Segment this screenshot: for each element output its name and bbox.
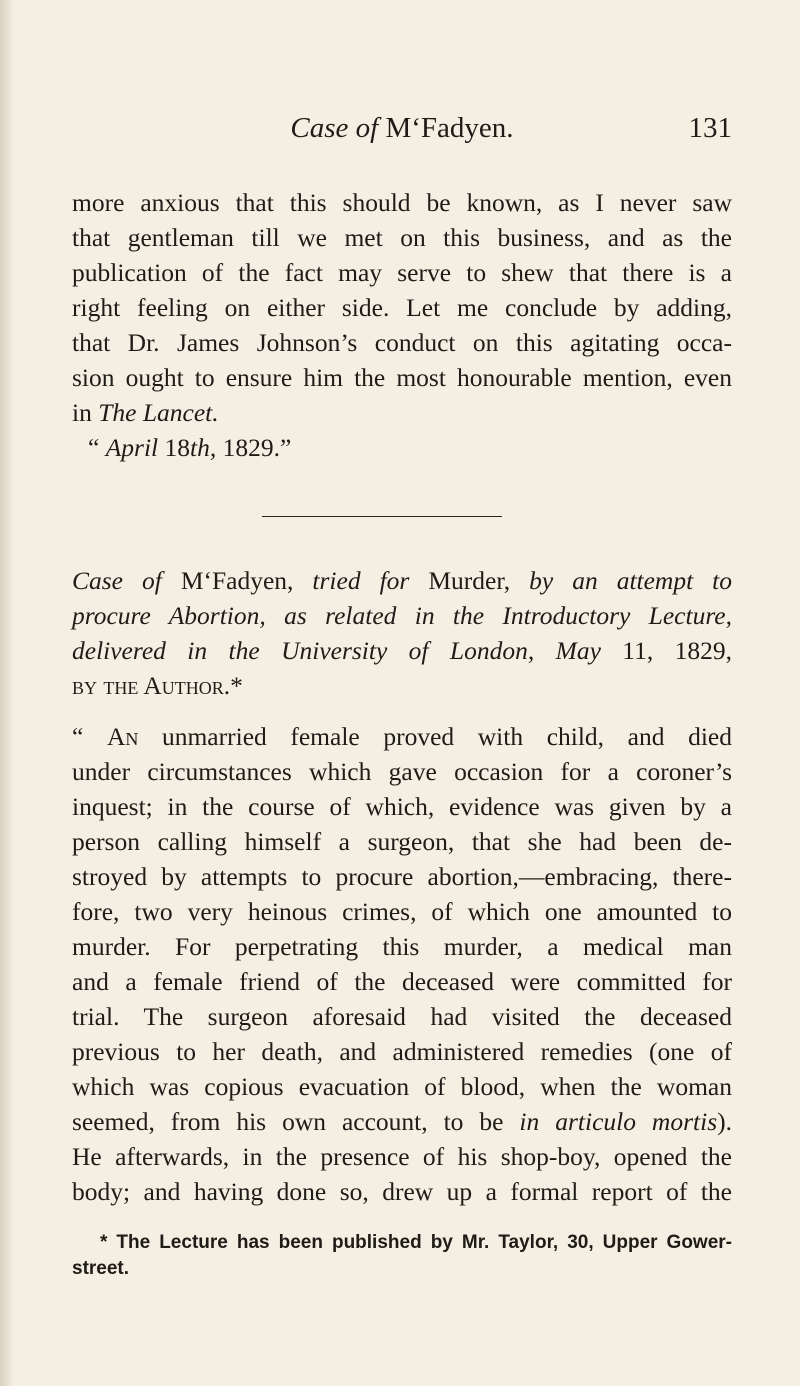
- heading-tried: tried: [312, 566, 361, 595]
- letter-date: [88, 433, 748, 463]
- body-an: An: [106, 722, 139, 751]
- heading-for: for: [360, 566, 410, 595]
- in-word: in: [72, 398, 99, 427]
- page-gutter-shadow: [0, 0, 14, 1386]
- body-line: and a female friend of the deceased were committed for: [72, 967, 732, 996]
- text-line: sion ought to ensure him the most honourable mention, even: [72, 363, 732, 392]
- date-day: 18: [158, 433, 190, 462]
- running-head-case: Case: [290, 112, 349, 144]
- heading-delivered: delivered in the University of London, May: [72, 636, 601, 665]
- body-line: murder. For perpetrating this murder, a medical man: [72, 932, 732, 961]
- section-divider: [262, 516, 502, 517]
- text-line: that Dr. James Johnson’s conduct on this agitating occa-: [72, 328, 732, 357]
- footnote-line: * The Lecture has been published by Mr. Taylor, 30, Upper Gower-: [100, 1232, 732, 1253]
- quote-open: “: [72, 722, 107, 751]
- body-line: body; and having done so, drew up a formal report of the: [72, 1177, 732, 1206]
- heading-author: Author.*: [143, 671, 243, 700]
- body-line-start: seemed, from his own account, to be: [72, 1107, 520, 1136]
- text-line: right feeling on either side. Let me conclude by adding,: [72, 293, 732, 322]
- footnote-line: street.: [72, 1258, 130, 1279]
- body-first-line: [72, 722, 732, 752]
- latin-phrase: in articulo mortis: [519, 1107, 718, 1136]
- heading-line: procure Abortion, as related in the Introductory Lecture,: [72, 601, 732, 630]
- body-line: previous to her death, and administered remedies (one of: [72, 1037, 732, 1066]
- date-month: April: [105, 433, 159, 462]
- date-th: th,: [190, 433, 217, 462]
- running-head-title: [72, 112, 732, 145]
- body-first-rest: unmarried female proved with child, and died: [138, 722, 732, 751]
- heading-name: M‘Fadyen,: [161, 566, 313, 595]
- body-line: which was copious evacuation of blood, when the woman: [72, 1072, 732, 1101]
- body-line: stroyed by attempts to procure abortion,—embracing, there-: [72, 862, 732, 891]
- heading-case: Case: [72, 566, 123, 595]
- heading-line: [72, 566, 732, 596]
- body-line: fore, two very heinous crimes, of which one amounted to: [72, 897, 732, 926]
- body-line: inquest; in the course of which, evidence was given by a: [72, 792, 732, 821]
- body-line: person calling himself a surgeon, that she had been de-: [72, 827, 732, 856]
- heading-by: by the: [72, 671, 144, 700]
- text-line: publication of the fact may serve to shew that there is a: [72, 258, 732, 287]
- running-head-of: of: [355, 112, 379, 144]
- journal-title: The Lancet.: [98, 398, 219, 427]
- heading-of: of: [123, 566, 162, 595]
- running-head-name: M‘Fadyen.: [385, 112, 514, 144]
- date-year: 1829.”: [216, 433, 292, 462]
- heading-date: 11, 1829,: [600, 636, 732, 665]
- heading-byline: [72, 671, 732, 701]
- page-number: 131: [688, 112, 732, 144]
- body-line-end: ).: [717, 1107, 732, 1136]
- heading-line: [72, 636, 732, 666]
- running-head: [72, 112, 732, 152]
- heading-murder: Murder,: [409, 566, 530, 595]
- date-quote-open: “: [88, 433, 106, 462]
- heading-rest: by an attempt to: [529, 566, 733, 595]
- text-line: more anxious that this should be known, as I never saw: [72, 188, 732, 217]
- text-line-journal: [72, 398, 732, 428]
- body-line: under circumstances which gave occasion for a coroner’s: [72, 757, 732, 786]
- body-line: [72, 1107, 732, 1137]
- body-line: He afterwards, in the presence of his shop-boy, opened the: [72, 1142, 732, 1171]
- body-line: trial. The surgeon aforesaid had visited the deceased: [72, 1002, 732, 1031]
- text-line: that gentleman till we met on this business, and as the: [72, 223, 732, 252]
